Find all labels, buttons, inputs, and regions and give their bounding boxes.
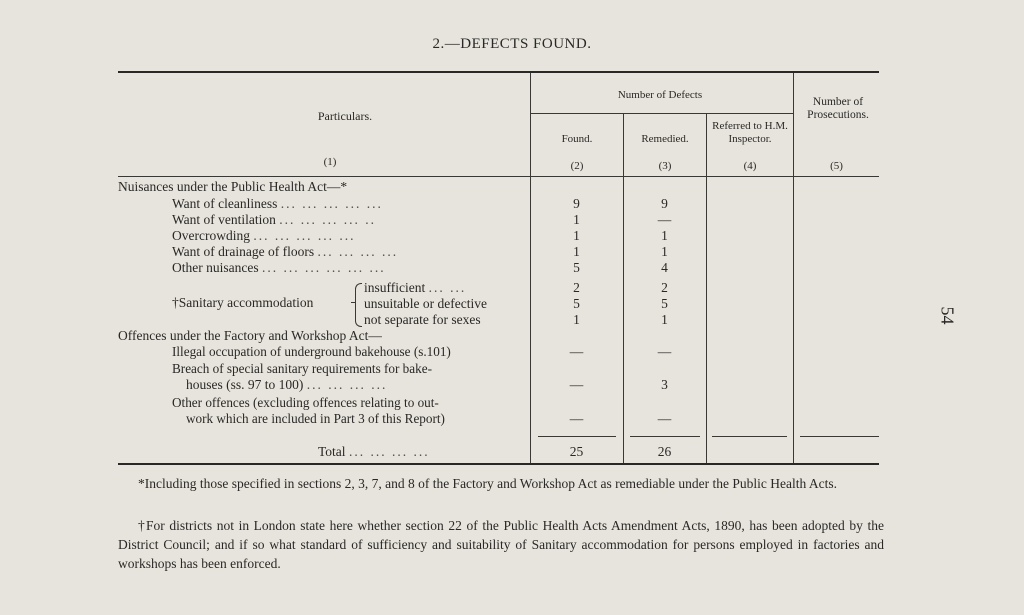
brace-point (351, 302, 356, 303)
header-number-of-defects: Number of Defects (617, 89, 703, 101)
row-label (364, 280, 466, 296)
total-rule (800, 436, 879, 437)
table-bottom-rule (118, 463, 879, 465)
found-value: 1 (573, 228, 580, 243)
header-particulars-number: (1) (323, 156, 337, 168)
row-label (172, 244, 398, 260)
found-value: 1 (573, 212, 580, 227)
nuisances-heading: Nuisances under the Public Health Act—* (118, 179, 348, 194)
remedied-value: — (657, 212, 672, 227)
row-label-line: Other offences (excluding offences relating to out- (172, 395, 439, 410)
leader-dots: ... ... ... ... (317, 244, 399, 259)
footnote-star: *Including those specified in sections 2, 3, 7, and 8 of the Factory and Workshop Act as remediable under the Public Health Acts. (138, 476, 838, 491)
remedied-value: 2 (661, 280, 668, 295)
found-value: 1 (573, 244, 580, 259)
leader-dots: ... ... (428, 280, 467, 295)
row-label-text: Want of drainage of floors (172, 244, 315, 259)
remedied-value: 1 (661, 244, 668, 259)
header-bottom-rule (118, 176, 879, 177)
header-remedied: Remedied. (641, 133, 689, 145)
header-remedied-number: (3) (658, 160, 672, 172)
defects-header-rule (530, 113, 793, 114)
leader-dots: ... ... ... ... .. (279, 212, 377, 227)
found-value: — (569, 377, 584, 392)
leader-dots: ... ... ... ... ... ... (261, 260, 386, 275)
row-label: Illegal occupation of underground bakehouse (s.101) (172, 344, 451, 359)
row-label: not separate for sexes (364, 312, 481, 327)
total-label (318, 444, 430, 460)
header-found-number: (2) (570, 160, 584, 172)
remedied-value: 4 (661, 260, 668, 275)
row-label (172, 228, 355, 244)
header-referred: Referred to H.M. Inspector. (712, 120, 788, 145)
row-label (186, 377, 387, 393)
footnote-dagger: †For districts not in London state here whether section 22 of the Public Health Acts Amendment Acts, 1890, has been adopted by the District Council; and if so what standard of sufficiency and suitability of Sanitary accommodation for persons employed in factories and workshops has been enforced. (118, 518, 884, 571)
remedied-value: 1 (661, 228, 668, 243)
total-rule (712, 436, 787, 437)
total-rule (630, 436, 700, 437)
remedied-value: 3 (661, 377, 668, 392)
row-label-text: houses (ss. 97 to 100) (186, 377, 304, 392)
column-divider (793, 73, 794, 463)
page-title: 2.—DEFECTS FOUND. (432, 36, 592, 52)
row-label: work which are included in Part 3 of this Report) (186, 411, 445, 426)
remedied-value: 9 (661, 196, 668, 211)
row-label (172, 212, 376, 228)
total-label-text: Total (318, 444, 346, 459)
brace (355, 283, 362, 327)
found-value: 1 (573, 312, 580, 327)
remedied-value: — (657, 411, 672, 426)
row-label (172, 260, 386, 276)
table-top-rule (118, 71, 879, 73)
found-value: 9 (573, 196, 580, 211)
row-label-text: insufficient (364, 280, 426, 295)
row-label-text: Want of ventilation (172, 212, 276, 227)
total-found-value: 25 (569, 444, 584, 459)
header-referred-number: (4) (743, 160, 757, 172)
row-label-text: Want of cleanliness (172, 196, 278, 211)
found-value: 5 (573, 296, 580, 311)
leader-dots: ... ... ... ... (306, 377, 388, 392)
found-value: — (569, 344, 584, 359)
found-value: — (569, 411, 584, 426)
leader-dots: ... ... ... ... (348, 444, 430, 459)
leader-dots: ... ... ... ... ... (253, 228, 356, 243)
row-label (172, 196, 383, 212)
found-value: 5 (573, 260, 580, 275)
header-prosecutions: Number of Prosecutions. (807, 96, 869, 121)
leader-dots: ... ... ... ... ... (280, 196, 383, 211)
header-found: Found. (561, 133, 593, 145)
remedied-value: — (657, 344, 672, 359)
total-rule (538, 436, 616, 437)
total-remedied-value: 26 (657, 444, 672, 459)
row-label-line: Breach of special sanitary requirements for bake- (172, 361, 432, 376)
remedied-value: 1 (661, 312, 668, 327)
sanitary-accommodation-label: †Sanitary accommodation (172, 295, 314, 310)
remedied-value: 5 (661, 296, 668, 311)
header-prosecutions-number: (5) (830, 160, 843, 172)
row-label: unsuitable or defective (364, 296, 487, 311)
header-particulars: Particulars. (317, 109, 373, 123)
row-label-text: Overcrowding (172, 228, 250, 243)
page-number: 54 (937, 306, 958, 325)
row-label-text: Other nuisances (172, 260, 259, 275)
found-value: 2 (573, 280, 580, 295)
offences-heading: Offences under the Factory and Workshop Act— (118, 328, 382, 343)
